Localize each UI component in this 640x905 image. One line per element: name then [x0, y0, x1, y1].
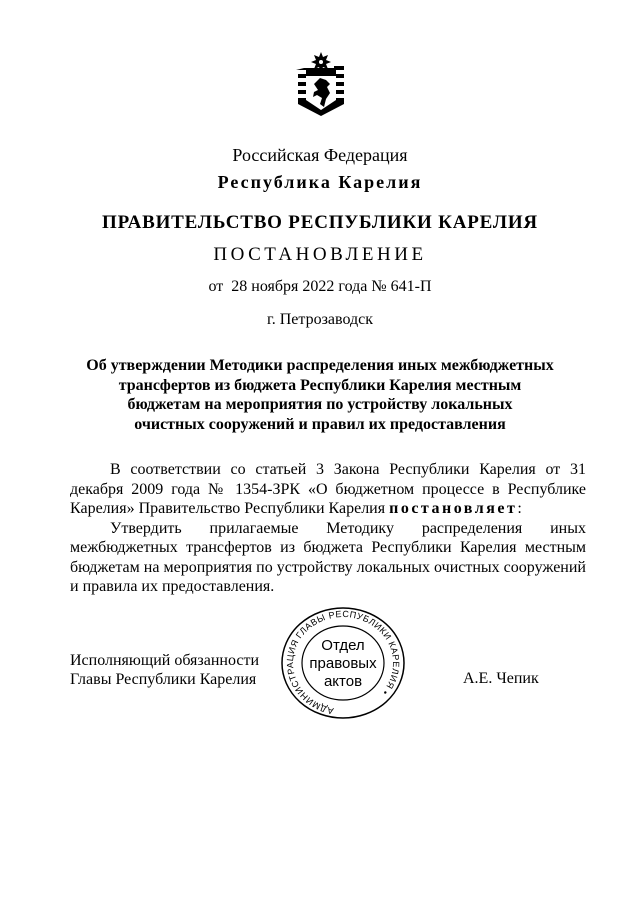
document-type: ПОСТАНОВЛЕНИЕ [213, 244, 427, 265]
document-subject [0, 356, 640, 434]
subject-line: бюджетам на мероприятия по устройству локальных [127, 396, 513, 413]
paragraph-punct: : [517, 500, 522, 517]
document-body [70, 460, 586, 597]
document-date-number: от 28 ноября 2022 года № 641-П [208, 278, 432, 295]
subject-line: Об утверждении Методики распределения иных межбюджетных [86, 357, 554, 374]
stamp-text: правовых [309, 655, 377, 672]
subject-line: трансфертов из бюджета Республики Карелия местным [118, 376, 522, 394]
resolution-verb: постановляет [389, 500, 518, 517]
position-line: Главы Республики Карелия [70, 671, 257, 688]
paragraph: Утвердить прилагаемые Методику распределения иных межбюджетных трансфертов из бюджета Республики Карелия местным бюджетам на мероприятия по устройству локальных очистных сооружений и правила их предоставления. [70, 519, 586, 595]
signatory-name: А.Е. Чепик [463, 670, 539, 687]
position-line: Исполняющий обязанности [70, 652, 260, 669]
stamp-ring-text: АДМИНИСТРАЦИЯ ГЛАВЫ РЕСПУБЛИКИ КАРЕЛИЯ • [284, 608, 402, 717]
subject-line: очистных сооружений и правил их предоставления [134, 415, 506, 433]
signatory-position [70, 651, 259, 689]
government-title: ПРАВИТЕЛЬСТВО РЕСПУБЛИКИ КАРЕЛИЯ [102, 212, 538, 233]
paragraph-text: В соответствии со статьей 3 Закона Республики Карелия от 31 декабря 2009 года № 1354-ЗРК «О бюджетном процессе в Республике Карелия» Правительство Республики Карелия [70, 461, 586, 517]
republic-name: Республика Карелия [217, 172, 423, 192]
stamp-text: актов [323, 673, 363, 690]
paragraph [70, 460, 586, 519]
stamp-text: Отдел [321, 637, 365, 654]
official-stamp [280, 606, 406, 720]
karelia-coat-of-arms-icon [294, 52, 348, 118]
document-city: г. Петрозаводск [266, 311, 374, 328]
country-name: Российская Федерация [232, 145, 408, 165]
